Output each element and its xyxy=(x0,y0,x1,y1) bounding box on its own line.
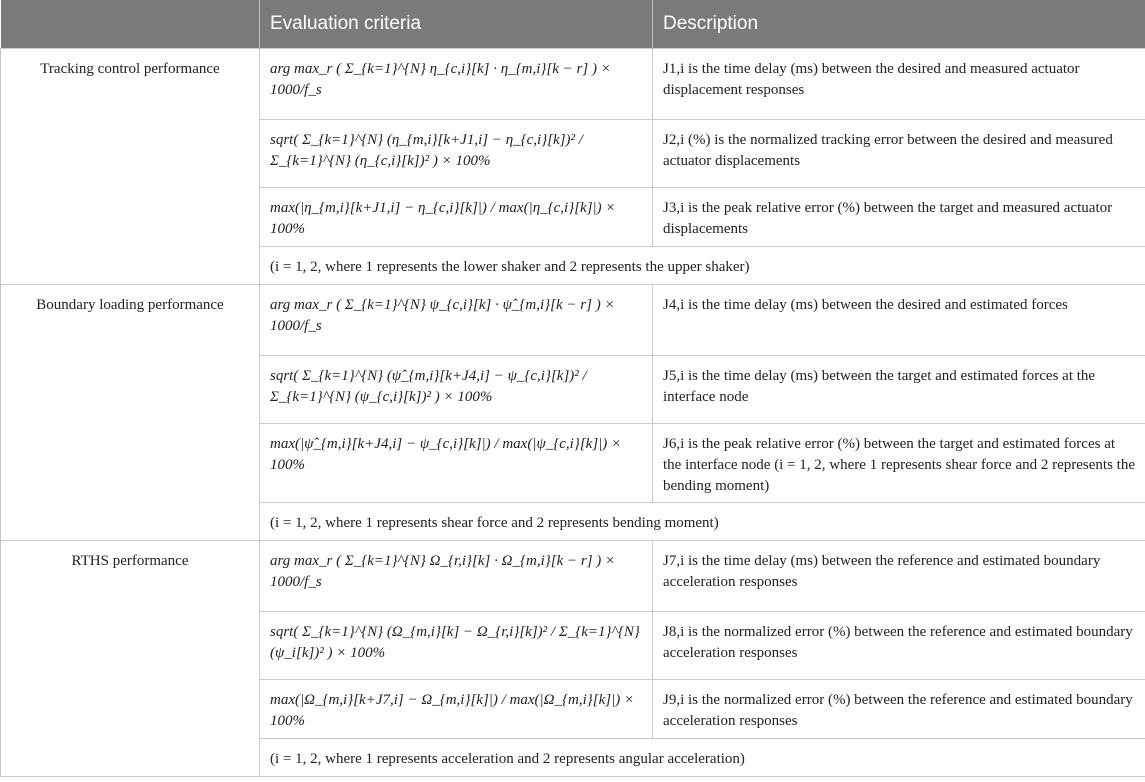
formula-cell xyxy=(260,188,653,247)
formula-cell xyxy=(260,285,653,356)
formula: arg max_r ( Σ_{k=1}^{N} Ω_{r,i}[k] · Ω_{m,i}[k − r] ) × 1000/f_s xyxy=(270,553,616,590)
description-cell: J1,i is the time delay (ms) between the desired and measured actuator displacement responses xyxy=(653,49,1145,120)
description-cell: J9,i is the normalized error (%) between the reference and estimated boundary acceleration responses xyxy=(653,680,1145,739)
description-cell: J4,i is the time delay (ms) between the desired and estimated forces xyxy=(653,285,1145,356)
formula: max(|ψ̂_{m,i}[k+J4,i] − ψ_{c,i}[k]|) / max(|ψ_{c,i}[k]|) × 100% xyxy=(270,436,622,473)
description-cell: J2,i (%) is the normalized tracking error between the desired and measured actuator displacements xyxy=(653,120,1145,188)
formula-cell xyxy=(260,541,653,612)
description-cell: J7,i is the time delay (ms) between the reference and estimated boundary acceleration responses xyxy=(653,541,1145,612)
table-row xyxy=(1,49,1145,120)
note: (i = 1, 2, where 1 represents acceleration and 2 represents angular acceleration) xyxy=(260,739,1145,777)
table-row xyxy=(1,285,1145,356)
note: (i = 1, 2, where 1 represents shear force and 2 represents bending moment) xyxy=(260,503,1145,541)
header-criteria: Evaluation criteria xyxy=(260,0,653,49)
description-cell: J8,i is the normalized error (%) between the reference and estimated boundary acceleration responses xyxy=(653,612,1145,680)
description-cell: J5,i is the time delay (ms) between the target and estimated forces at the interface node xyxy=(653,356,1145,424)
group-title: Tracking control performance xyxy=(1,49,260,285)
formula-cell xyxy=(260,120,653,188)
header-group xyxy=(1,0,260,49)
formula: max(|Ω_{m,i}[k+J7,i] − Ω_{m,i}[k]|) / max(|Ω_{m,i}[k]|) × 100% xyxy=(270,692,635,729)
formula-cell xyxy=(260,680,653,739)
group-title: Boundary loading performance xyxy=(1,285,260,541)
table-row xyxy=(1,541,1145,612)
formula: sqrt( Σ_{k=1}^{N} (Ω_{m,i}[k] − Ω_{r,i}[k])² / Σ_{k=1}^{N} (ψ_i[k])² ) × 100% xyxy=(270,624,640,661)
formula: arg max_r ( Σ_{k=1}^{N} η_{c,i}[k] · η_{m,i}[k − r] ) × 1000/f_s xyxy=(270,61,611,98)
header-row xyxy=(1,0,1145,49)
formula-cell xyxy=(260,356,653,424)
description-cell: J6,i is the peak relative error (%) between the target and estimated forces at the interface node (i = 1, 2, where 1 represents shear force and 2 represents the bending moment) xyxy=(653,424,1145,503)
formula-cell xyxy=(260,424,653,503)
group-title: RTHS performance xyxy=(1,541,260,777)
description-cell: J3,i is the peak relative error (%) between the target and measured actuator displacements xyxy=(653,188,1145,247)
formula-cell xyxy=(260,612,653,680)
formula: sqrt( Σ_{k=1}^{N} (η_{m,i}[k+J1,i] − η_{c,i}[k])² / Σ_{k=1}^{N} (η_{c,i}[k])² ) × 100% xyxy=(270,132,583,169)
note: (i = 1, 2, where 1 represents the lower shaker and 2 represents the upper shaker) xyxy=(260,247,1145,285)
formula: sqrt( Σ_{k=1}^{N} (ψ̂_{m,i}[k+J4,i] − ψ_{c,i}[k])² / Σ_{k=1}^{N} (ψ_{c,i}[k])² ) × 100% xyxy=(270,368,587,405)
formula: max(|η_{m,i}[k+J1,i] − η_{c,i}[k]|) / max(|η_{c,i}[k]|) × 100% xyxy=(270,200,616,237)
header-description: Description xyxy=(653,0,1145,49)
formula-cell xyxy=(260,49,653,120)
formula: arg max_r ( Σ_{k=1}^{N} ψ_{c,i}[k] · ψ̂_{m,i}[k − r] ) × 1000/f_s xyxy=(270,297,615,334)
